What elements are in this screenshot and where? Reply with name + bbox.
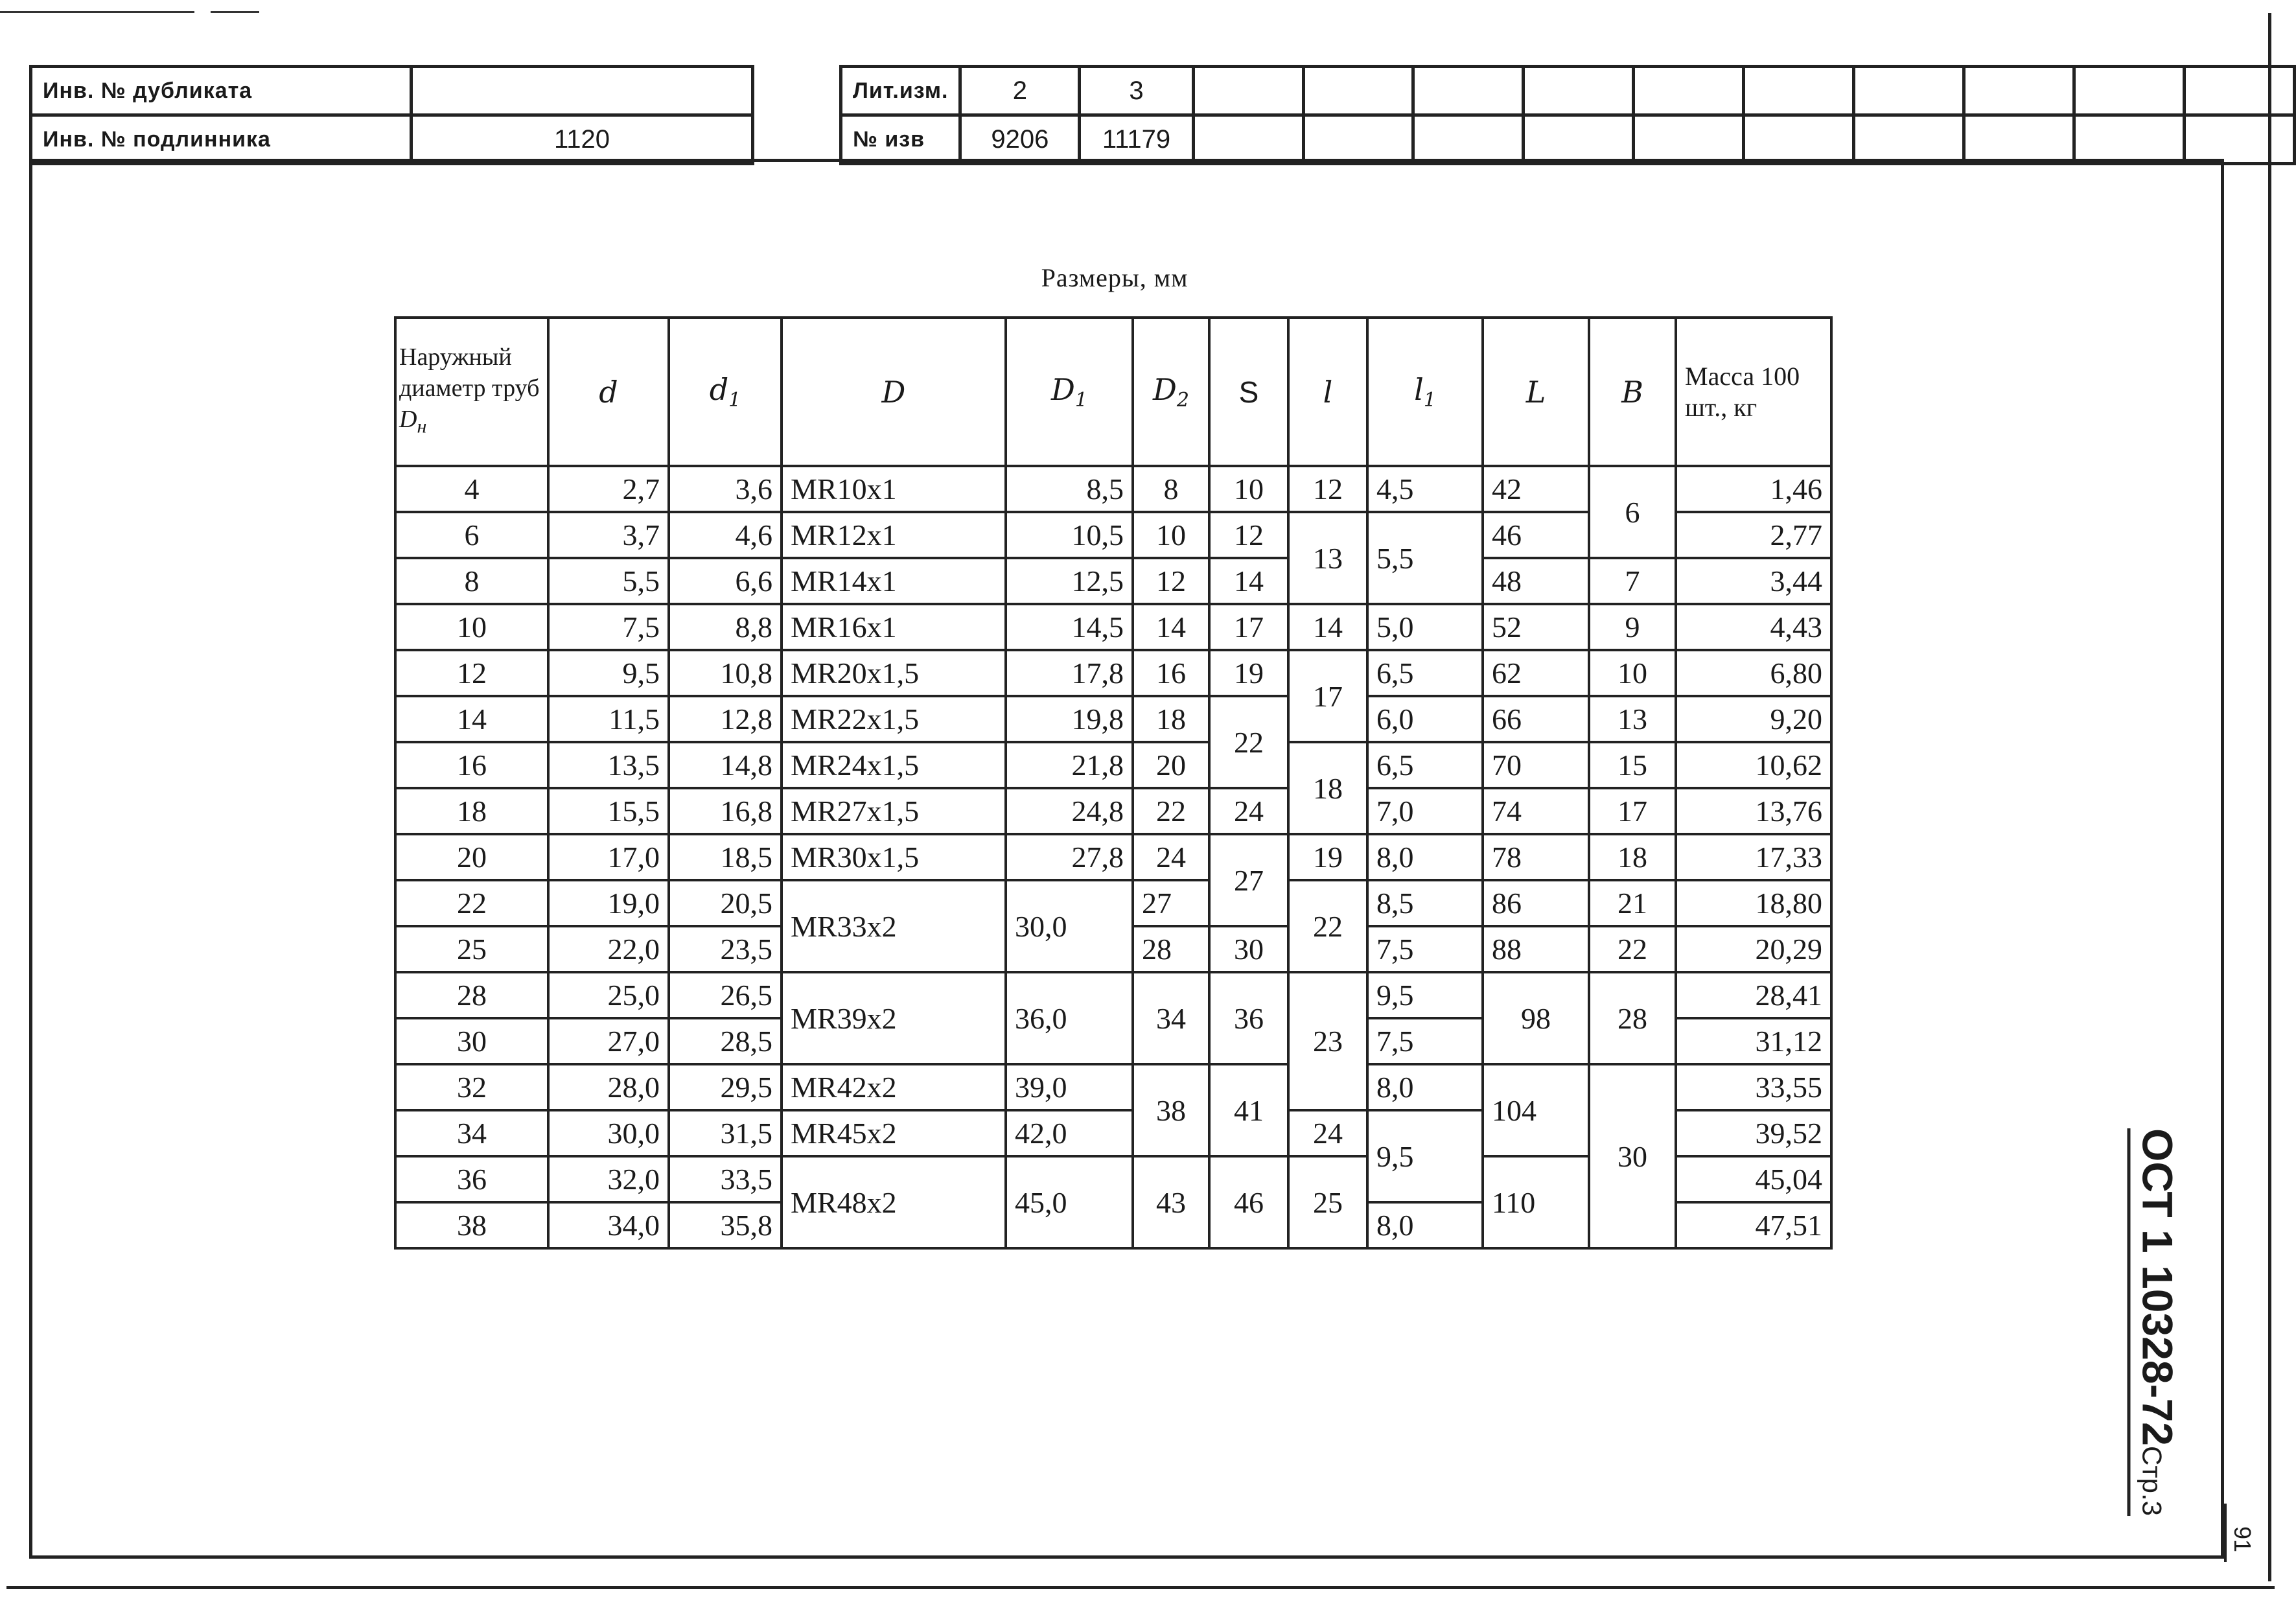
header-D1-symbol: D <box>1051 371 1075 407</box>
standard-code: ОСТ 1 10328-72 <box>2133 1128 2182 1447</box>
cell-dn: 25 <box>395 926 548 972</box>
cell-l1: 6,5 <box>1367 742 1483 788</box>
cell-d: 13,5 <box>548 742 669 788</box>
cell-B: 15 <box>1589 742 1676 788</box>
table-row <box>395 972 1831 1018</box>
cell-D2: 34 <box>1133 972 1209 1064</box>
cell-l: 13 <box>1288 512 1367 604</box>
original-inventory-value: 1120 <box>412 115 753 164</box>
cell-D1: 27,8 <box>1006 834 1133 880</box>
cell-mass: 10,62 <box>1676 742 1831 788</box>
cell-d1: 14,8 <box>669 742 782 788</box>
cell-B: 7 <box>1589 558 1676 604</box>
cell-thread: MR27x1,5 <box>782 788 1006 834</box>
cell-d: 3,7 <box>548 512 669 558</box>
revision-letter-cell: 2 <box>960 67 1080 115</box>
notice-number-cell <box>1854 115 1964 164</box>
cell-mass: 18,80 <box>1676 880 1831 926</box>
cell-l1: 9,5 <box>1367 972 1483 1018</box>
cell-d: 15,5 <box>548 788 669 834</box>
cell-dn: 20 <box>395 834 548 880</box>
cell-l1: 5,5 <box>1367 512 1483 604</box>
cell-L: 42 <box>1483 466 1589 512</box>
cell-d: 25,0 <box>548 972 669 1018</box>
header-d: d <box>548 318 669 466</box>
table-row <box>395 834 1831 880</box>
cell-B: 22 <box>1589 926 1676 972</box>
cell-d: 22,0 <box>548 926 669 972</box>
cell-thread: MR33x2 <box>782 880 1006 972</box>
cell-thread: MR22x1,5 <box>782 696 1006 742</box>
cell-dn: 8 <box>395 558 548 604</box>
header-d1-subscript: 1 <box>728 389 741 412</box>
cell-thread: MR48x2 <box>782 1156 1006 1248</box>
cell-D1: 30,0 <box>1006 880 1133 972</box>
cell-dn: 12 <box>395 650 548 696</box>
cell-d1: 20,5 <box>669 880 782 926</box>
cell-thread: MR20x1,5 <box>782 650 1006 696</box>
cell-l1: 5,0 <box>1367 604 1483 650</box>
cell-D2: 18 <box>1133 696 1209 742</box>
cell-D2: 14 <box>1133 604 1209 650</box>
standard-designation <box>2113 1115 2197 1530</box>
cell-S: 14 <box>1209 558 1288 604</box>
cell-D1: 10,5 <box>1006 512 1133 558</box>
cell-dn: 34 <box>395 1110 548 1156</box>
cell-S: 46 <box>1209 1156 1288 1248</box>
cell-dn: 14 <box>395 696 548 742</box>
cell-S: 36 <box>1209 972 1288 1064</box>
cell-dn: 6 <box>395 512 548 558</box>
cell-thread: MR39x2 <box>782 972 1006 1064</box>
cell-D2: 20 <box>1133 742 1209 788</box>
cell-mass: 2,77 <box>1676 512 1831 558</box>
cell-L: 86 <box>1483 880 1589 926</box>
cell-thread: MR42x2 <box>782 1064 1006 1110</box>
cell-d1: 33,5 <box>669 1156 782 1202</box>
revision-letter-cell <box>2185 67 2295 115</box>
cell-mass: 33,55 <box>1676 1064 1831 1110</box>
cell-S: 24 <box>1209 788 1288 834</box>
cell-mass: 28,41 <box>1676 972 1831 1018</box>
cell-d: 30,0 <box>548 1110 669 1156</box>
header-D1 <box>1006 318 1133 466</box>
cell-D2: 43 <box>1133 1156 1209 1248</box>
cell-dn: 28 <box>395 972 548 1018</box>
cell-L: 46 <box>1483 512 1589 558</box>
cell-d1: 28,5 <box>669 1018 782 1064</box>
cell-D2: 12 <box>1133 558 1209 604</box>
cell-l1: 4,5 <box>1367 466 1483 512</box>
cell-l1: 8,5 <box>1367 880 1483 926</box>
header-l1-subscript: 1 <box>1423 389 1436 412</box>
notice-number-cell <box>1964 115 2074 164</box>
notice-number-cell <box>1193 115 1303 164</box>
cell-l: 14 <box>1288 604 1367 650</box>
cell-D2: 28 <box>1133 926 1209 972</box>
revision-letter-cell <box>1634 67 1744 115</box>
cell-l: 24 <box>1288 1110 1367 1156</box>
original-inventory-label: Инв. № подлинника <box>31 115 412 164</box>
sheet-number-text: 91 <box>2229 1526 2256 1553</box>
cell-B: 6 <box>1589 466 1676 558</box>
revision-letter-cell <box>1854 67 1964 115</box>
cell-l1: 7,5 <box>1367 1018 1483 1064</box>
cell-dn: 22 <box>395 880 548 926</box>
cell-D1: 8,5 <box>1006 466 1133 512</box>
table-row <box>395 604 1831 650</box>
header-D2-symbol: D <box>1153 371 1177 407</box>
cell-l: 19 <box>1288 834 1367 880</box>
cell-D1: 45,0 <box>1006 1156 1133 1248</box>
page-edge-bottom <box>6 1586 2275 1589</box>
cell-mass: 39,52 <box>1676 1110 1831 1156</box>
notice-number-cell <box>1744 115 1854 164</box>
cell-S: 12 <box>1209 512 1288 558</box>
cell-L: 88 <box>1483 926 1589 972</box>
cell-D1: 24,8 <box>1006 788 1133 834</box>
cell-L: 66 <box>1483 696 1589 742</box>
cell-dn: 16 <box>395 742 548 788</box>
scan-mark <box>0 11 194 13</box>
notice-number-row <box>841 115 2295 164</box>
cell-D2: 8 <box>1133 466 1209 512</box>
sheet-number <box>2229 1517 2255 1562</box>
cell-mass: 31,12 <box>1676 1018 1831 1064</box>
cell-L: 110 <box>1483 1156 1589 1248</box>
cell-dn: 30 <box>395 1018 548 1064</box>
cell-D2: 24 <box>1133 834 1209 880</box>
cell-l1: 7,5 <box>1367 926 1483 972</box>
cell-D1: 39,0 <box>1006 1064 1133 1110</box>
cell-B: 17 <box>1589 788 1676 834</box>
cell-l: 22 <box>1288 880 1367 972</box>
cell-d: 7,5 <box>548 604 669 650</box>
cell-d: 9,5 <box>548 650 669 696</box>
cell-D1: 21,8 <box>1006 742 1133 788</box>
cell-D2: 22 <box>1133 788 1209 834</box>
cell-S: 27 <box>1209 834 1288 926</box>
header-l1 <box>1367 318 1483 466</box>
revision-letter-label: Лит.изм. <box>841 67 960 115</box>
cell-mass: 6,80 <box>1676 650 1831 696</box>
cell-mass: 1,46 <box>1676 466 1831 512</box>
cell-thread: MR10x1 <box>782 466 1006 512</box>
cell-B: 9 <box>1589 604 1676 650</box>
revision-letter-cell: 3 <box>1080 67 1193 115</box>
cell-S: 10 <box>1209 466 1288 512</box>
cell-d1: 31,5 <box>669 1110 782 1156</box>
cell-thread: MR16x1 <box>782 604 1006 650</box>
header-B: B <box>1589 318 1676 466</box>
page-edge-right <box>2268 13 2271 1581</box>
cell-l: 18 <box>1288 742 1367 834</box>
table-row <box>395 742 1831 788</box>
cell-l: 17 <box>1288 650 1367 742</box>
revision-letter-cell <box>1964 67 2074 115</box>
cell-dn: 32 <box>395 1064 548 1110</box>
revision-letter-cell <box>1303 67 1413 115</box>
cell-l: 12 <box>1288 466 1367 512</box>
sheet-number-divider <box>2224 1504 2227 1562</box>
cell-d: 28,0 <box>548 1064 669 1110</box>
header-D2-subscript: 2 <box>1176 389 1189 412</box>
cell-thread: MR45x2 <box>782 1110 1006 1156</box>
table-row <box>395 696 1831 742</box>
cell-S: 30 <box>1209 926 1288 972</box>
cell-S: 19 <box>1209 650 1288 696</box>
cell-L: 104 <box>1483 1064 1589 1156</box>
cell-l1: 8,0 <box>1367 1202 1483 1248</box>
cell-l: 25 <box>1288 1156 1367 1248</box>
notice-number-cell <box>2185 115 2295 164</box>
table-row <box>395 466 1831 512</box>
cell-B: 10 <box>1589 650 1676 696</box>
cell-d1: 35,8 <box>669 1202 782 1248</box>
cell-S: 17 <box>1209 604 1288 650</box>
cell-d1: 18,5 <box>669 834 782 880</box>
cell-thread: MR14x1 <box>782 558 1006 604</box>
header-S: S <box>1209 318 1288 466</box>
cell-B: 13 <box>1589 696 1676 742</box>
header-D2 <box>1133 318 1209 466</box>
cell-d: 11,5 <box>548 696 669 742</box>
header-d1-symbol: d <box>709 371 729 407</box>
cell-d1: 10,8 <box>669 650 782 696</box>
notice-number-cell <box>1524 115 1634 164</box>
dimensions-table <box>394 316 1833 1250</box>
cell-L: 48 <box>1483 558 1589 604</box>
cell-l1: 6,0 <box>1367 696 1483 742</box>
cell-S: 41 <box>1209 1064 1288 1156</box>
table-row <box>395 880 1831 926</box>
header-dn-subscript: н <box>417 415 427 437</box>
cell-l1: 9,5 <box>1367 1110 1483 1202</box>
cell-D1: 12,5 <box>1006 558 1133 604</box>
cell-D2: 16 <box>1133 650 1209 696</box>
cell-l1: 6,5 <box>1367 650 1483 696</box>
header-dn-symbol: D <box>399 405 417 433</box>
revision-letter-row <box>841 67 2295 115</box>
header-outer-diameter-label: Наружный диаметр труб <box>399 343 540 402</box>
revision-stamp <box>839 65 2296 165</box>
cell-d: 17,0 <box>548 834 669 880</box>
cell-B: 28 <box>1589 972 1676 1064</box>
cell-dn: 4 <box>395 466 548 512</box>
cell-l1: 8,0 <box>1367 834 1483 880</box>
cell-D2: 27 <box>1133 880 1209 926</box>
cell-D1: 36,0 <box>1006 972 1133 1064</box>
cell-thread: MR12x1 <box>782 512 1006 558</box>
cell-d1: 8,8 <box>669 604 782 650</box>
notice-number-cell: 11179 <box>1080 115 1193 164</box>
cell-dn: 38 <box>395 1202 548 1248</box>
notice-number-cell <box>1413 115 1524 164</box>
cell-L: 70 <box>1483 742 1589 788</box>
table-row <box>395 650 1831 696</box>
cell-D1: 19,8 <box>1006 696 1133 742</box>
header-L: L <box>1483 318 1589 466</box>
notice-number-cell <box>1303 115 1413 164</box>
cell-mass: 4,43 <box>1676 604 1831 650</box>
revision-letter-cell <box>1193 67 1303 115</box>
revision-letter-cell <box>1744 67 1854 115</box>
notice-number-cell <box>2074 115 2185 164</box>
cell-mass: 17,33 <box>1676 834 1831 880</box>
cell-d: 27,0 <box>548 1018 669 1064</box>
cell-mass: 3,44 <box>1676 558 1831 604</box>
cell-L: 78 <box>1483 834 1589 880</box>
scan-mark <box>211 11 259 13</box>
cell-B: 18 <box>1589 834 1676 880</box>
cell-D1: 17,8 <box>1006 650 1133 696</box>
revision-letter-cell <box>2074 67 2185 115</box>
cell-d1: 26,5 <box>669 972 782 1018</box>
cell-d1: 29,5 <box>669 1064 782 1110</box>
cell-D2: 38 <box>1133 1064 1209 1156</box>
cell-d1: 4,6 <box>669 512 782 558</box>
cell-B: 21 <box>1589 880 1676 926</box>
header-D1-subscript: 1 <box>1074 389 1087 412</box>
cell-L: 98 <box>1483 972 1589 1064</box>
cell-d: 19,0 <box>548 880 669 926</box>
cell-d: 32,0 <box>548 1156 669 1202</box>
cell-mass: 13,76 <box>1676 788 1831 834</box>
duplicate-inventory-label: Инв. № дубликата <box>31 67 412 115</box>
cell-d: 2,7 <box>548 466 669 512</box>
table-title: Размеры, мм <box>1041 263 1189 292</box>
cell-B: 30 <box>1589 1064 1676 1248</box>
table-row <box>395 788 1831 834</box>
header-outer-diameter <box>395 318 548 466</box>
cell-d1: 6,6 <box>669 558 782 604</box>
cell-d1: 23,5 <box>669 926 782 972</box>
cell-D2: 10 <box>1133 512 1209 558</box>
cell-l: 23 <box>1288 972 1367 1110</box>
notice-number-cell: 9206 <box>960 115 1080 164</box>
cell-L: 62 <box>1483 650 1589 696</box>
cell-dn: 10 <box>395 604 548 650</box>
notice-number-cell <box>1634 115 1744 164</box>
cell-d1: 3,6 <box>669 466 782 512</box>
cell-d1: 12,8 <box>669 696 782 742</box>
cell-mass: 45,04 <box>1676 1156 1831 1202</box>
cell-l1: 8,0 <box>1367 1064 1483 1110</box>
cell-mass: 47,51 <box>1676 1202 1831 1248</box>
duplicate-inventory-value <box>412 67 753 115</box>
table-header-row <box>395 318 1831 466</box>
cell-D1: 42,0 <box>1006 1110 1133 1156</box>
cell-mass: 20,29 <box>1676 926 1831 972</box>
revision-letter-cell <box>1524 67 1634 115</box>
header-thread-D: D <box>782 318 1006 466</box>
cell-dn: 36 <box>395 1156 548 1202</box>
cell-thread: MR24x1,5 <box>782 742 1006 788</box>
cell-thread: MR30x1,5 <box>782 834 1006 880</box>
cell-dn: 18 <box>395 788 548 834</box>
cell-d: 5,5 <box>548 558 669 604</box>
page-label: Стр.3 <box>2137 1446 2168 1516</box>
notice-number-label: № изв <box>841 115 960 164</box>
cell-D1: 14,5 <box>1006 604 1133 650</box>
cell-l1: 7,0 <box>1367 788 1483 834</box>
header-mass: Масса 100 шт., кг <box>1676 318 1831 466</box>
revision-letter-cell <box>1413 67 1524 115</box>
header-l1-symbol: l <box>1414 371 1424 407</box>
cell-S: 22 <box>1209 696 1288 788</box>
table-row <box>395 558 1831 604</box>
cell-d: 34,0 <box>548 1202 669 1248</box>
cell-L: 74 <box>1483 788 1589 834</box>
cell-d1: 16,8 <box>669 788 782 834</box>
inventory-stamp <box>29 65 754 165</box>
header-l: l <box>1288 318 1367 466</box>
header-d1 <box>669 318 782 466</box>
cell-mass: 9,20 <box>1676 696 1831 742</box>
table-row <box>395 1064 1831 1110</box>
cell-L: 52 <box>1483 604 1589 650</box>
